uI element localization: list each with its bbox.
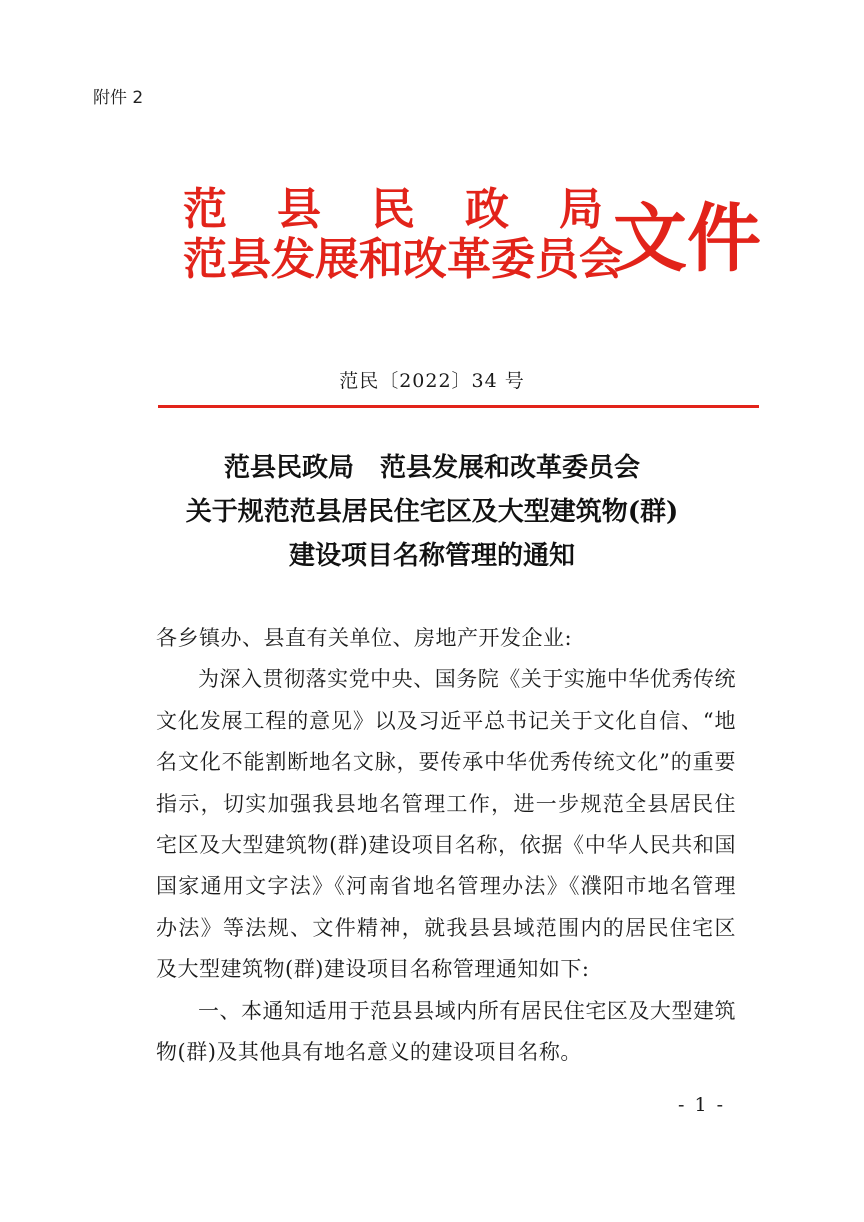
agency-char: 政	[465, 184, 509, 235]
agency-line-civil-affairs	[183, 186, 603, 234]
title-line: 范县民政局 范县发展和改革委员会	[223, 453, 640, 483]
notice-body	[156, 618, 736, 1073]
agency-char: 局	[559, 184, 603, 235]
agency-char: 民	[371, 184, 415, 235]
document-type-label: 文件	[613, 196, 761, 282]
title-line: 建设项目名称管理的通知	[288, 541, 575, 571]
page-number: - 1 -	[678, 1094, 726, 1116]
body-paragraph: 一、本通知适用于范县县域内所有居民住宅区及大型建筑物(群)及其他具有地名意义的建设项目名称。	[156, 998, 736, 1065]
agency-char: 县	[277, 184, 321, 235]
agency-line-development-reform: 范县发展和改革委员会	[183, 234, 623, 285]
red-divider	[158, 405, 759, 408]
document-number: 范民〔2022〕34 号	[339, 370, 525, 392]
document-header	[183, 182, 761, 292]
body-paragraph: 为深入贯彻落实党中央、国务院《关于实施中华优秀传统文化发展工程的意见》以及习近平总书记关于文化自信、“地名文化不能割断地名文脉，要传承中华优秀传统文化”的重要指示，切实加强我县地名管理工作，进一步规范全县居民住宅区及大型建筑物(群)建设项目名称，依据《中华人民共和国国家通用文字法》《河南省地名管理办法》《濮阳市地名管理办法》等法规、文件精神，就我县县域范围内的居民住宅区及大型建筑物(群)建设项目名称管理通知如下:	[156, 667, 736, 982]
agency-char: 范	[183, 184, 227, 235]
attachment-label: 附件 2	[93, 88, 144, 108]
salutation: 各乡镇办、县直有关单位、房地产开发企业:	[156, 626, 573, 650]
title-line: 关于规范范县居民住宅区及大型建筑物(群)	[185, 497, 679, 527]
notice-title	[0, 446, 864, 578]
